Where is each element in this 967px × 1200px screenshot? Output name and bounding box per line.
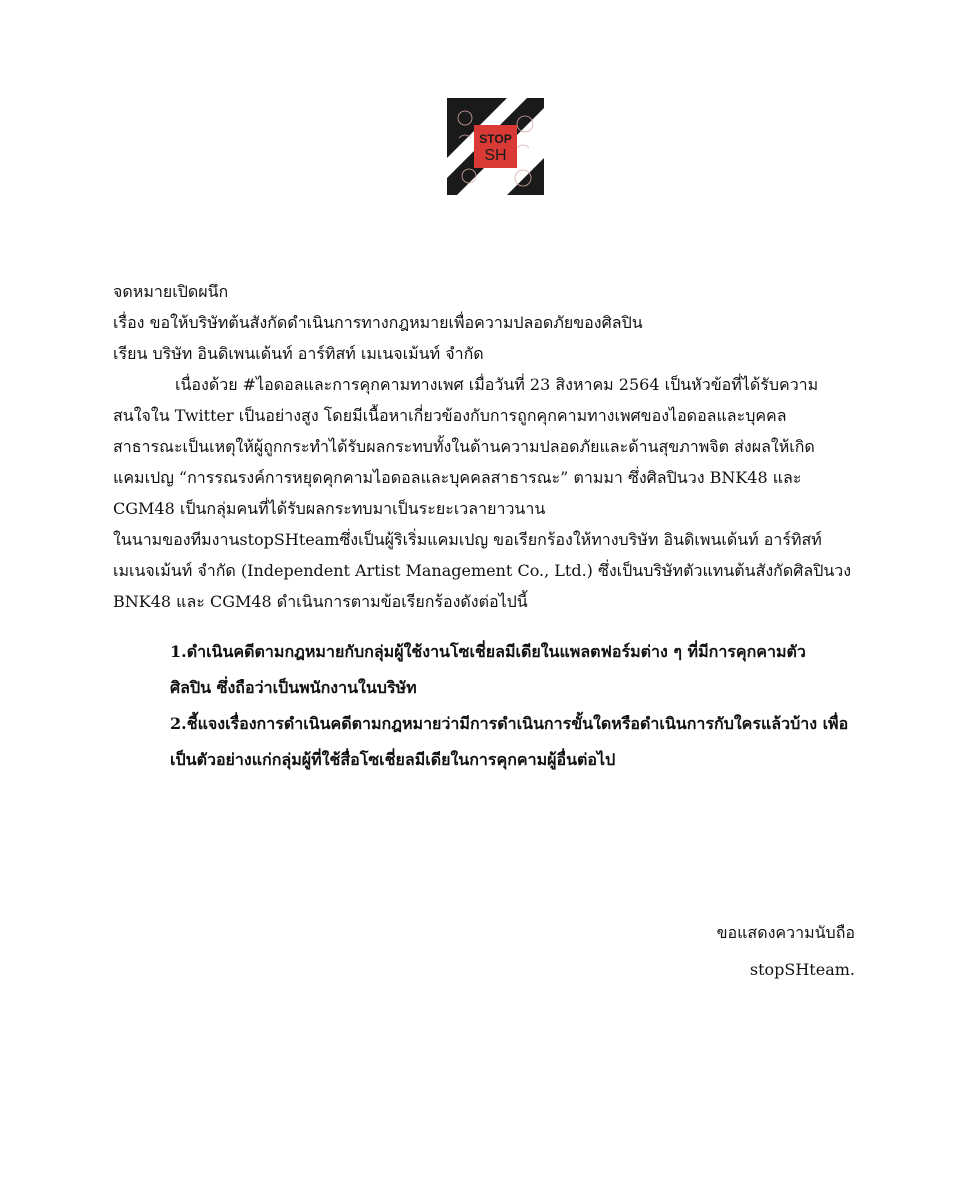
paragraph-line: สาธารณะเป็นเหตุให้ผู้ถูกกระทำได้รับผลกระทบทั้งในด้านความปลอดภัยและด้านสุขภาพจิต ส่งผลให้เกิด	[113, 437, 815, 456]
letter-closing	[717, 914, 855, 988]
paragraph-line: เมเนจเม้นท์ จำกัด (Independent Artist Management Co., Ltd.) ซึ่งเป็นบริษัทตัวแทนต้นสังกัดศิลปินวง	[113, 561, 852, 580]
demand-line: เป็นตัวอย่างแก่กลุ่มผู้ที่ใช้สื่อโซเชี่ยลมีเดียในการคุกคามผู้อื่นต่อไป	[170, 750, 616, 769]
paragraph-background	[113, 369, 873, 524]
stop-sh-logo-graphic	[447, 98, 544, 195]
demand-line: 1.ดำเนินคดีตามกฎหมายกับกลุ่มผู้ใช้งานโซเชี่ยลมีเดียในแพลตฟอร์มต่าง ๆ ที่มีการคุกคามตัว	[170, 642, 806, 661]
paragraph-line: BNK48 และ CGM48 ดำเนินการตามข้อเรียกร้องดังต่อไปนี้	[113, 592, 528, 611]
paragraph-line: CGM48 เป็นกลุ่มคนที่ได้รับผลกระทบมาเป็นระยะเวลายาวนาน	[113, 499, 546, 518]
paragraph-request	[113, 524, 873, 617]
letter-subject: เรื่อง ขอให้บริษัทต้นสังกัดดำเนินการทางกฎหมายเพื่อความปลอดภัยของศิลปิน	[113, 313, 643, 332]
closing-salutation: ขอแสดงความนับถือ	[716, 923, 855, 942]
logo-text-stop: STOP	[479, 132, 512, 146]
letter-heading: จดหมายเปิดผนึก	[113, 282, 229, 301]
demands-list	[170, 634, 873, 778]
paragraph-line: ในนามของทีมงานstopSHteamซึ่งเป็นผู้ริเริ่มแคมเปญ ขอเรียกร้องให้ทางบริษัท อินดิเพนเด้นท์ อาร์ทิสท์	[113, 530, 822, 549]
demand-line: ศิลปิน ซึ่งถือว่าเป็นพนักงานในบริษัท	[170, 678, 417, 697]
spacer	[113, 617, 873, 634]
signature: stopSHteam.	[749, 960, 855, 979]
paragraph-line: สนใจใน Twitter เป็นอย่างสูง โดยมีเนื้อหาเกี่ยวข้องกับการถูกคุกคามทางเพศของไอดอลและบุคคล	[113, 406, 787, 425]
paragraph-line: เนื่องด้วย #ไอดอลและการคุกคามทางเพศ เมื่อวันที่ 23 สิงหาคม 2564 เป็นหัวข้อที่ได้รับความ	[175, 375, 819, 394]
demand-line: 2.ชี้แจงเรื่องการดำเนินคดีตามกฎหมายว่ามีการดำเนินการขั้นใดหรือดำเนินการกับใครแล้วบ้าง เพื่อ	[170, 714, 849, 733]
logo-text-sh: SH	[484, 147, 507, 164]
letter-recipient: เรียน บริษัท อินดิเพนเด้นท์ อาร์ทิสท์ เมเนจเม้นท์ จำกัด	[113, 344, 484, 363]
stop-sh-logo	[447, 98, 544, 195]
paragraph-line: แคมเปญ “การรณรงค์การหยุดคุกคามไอดอลและบุคคลสาธารณะ” ตามมา ซึ่งศิลปินวง BNK48 และ	[113, 468, 802, 487]
letter-body	[113, 276, 873, 778]
